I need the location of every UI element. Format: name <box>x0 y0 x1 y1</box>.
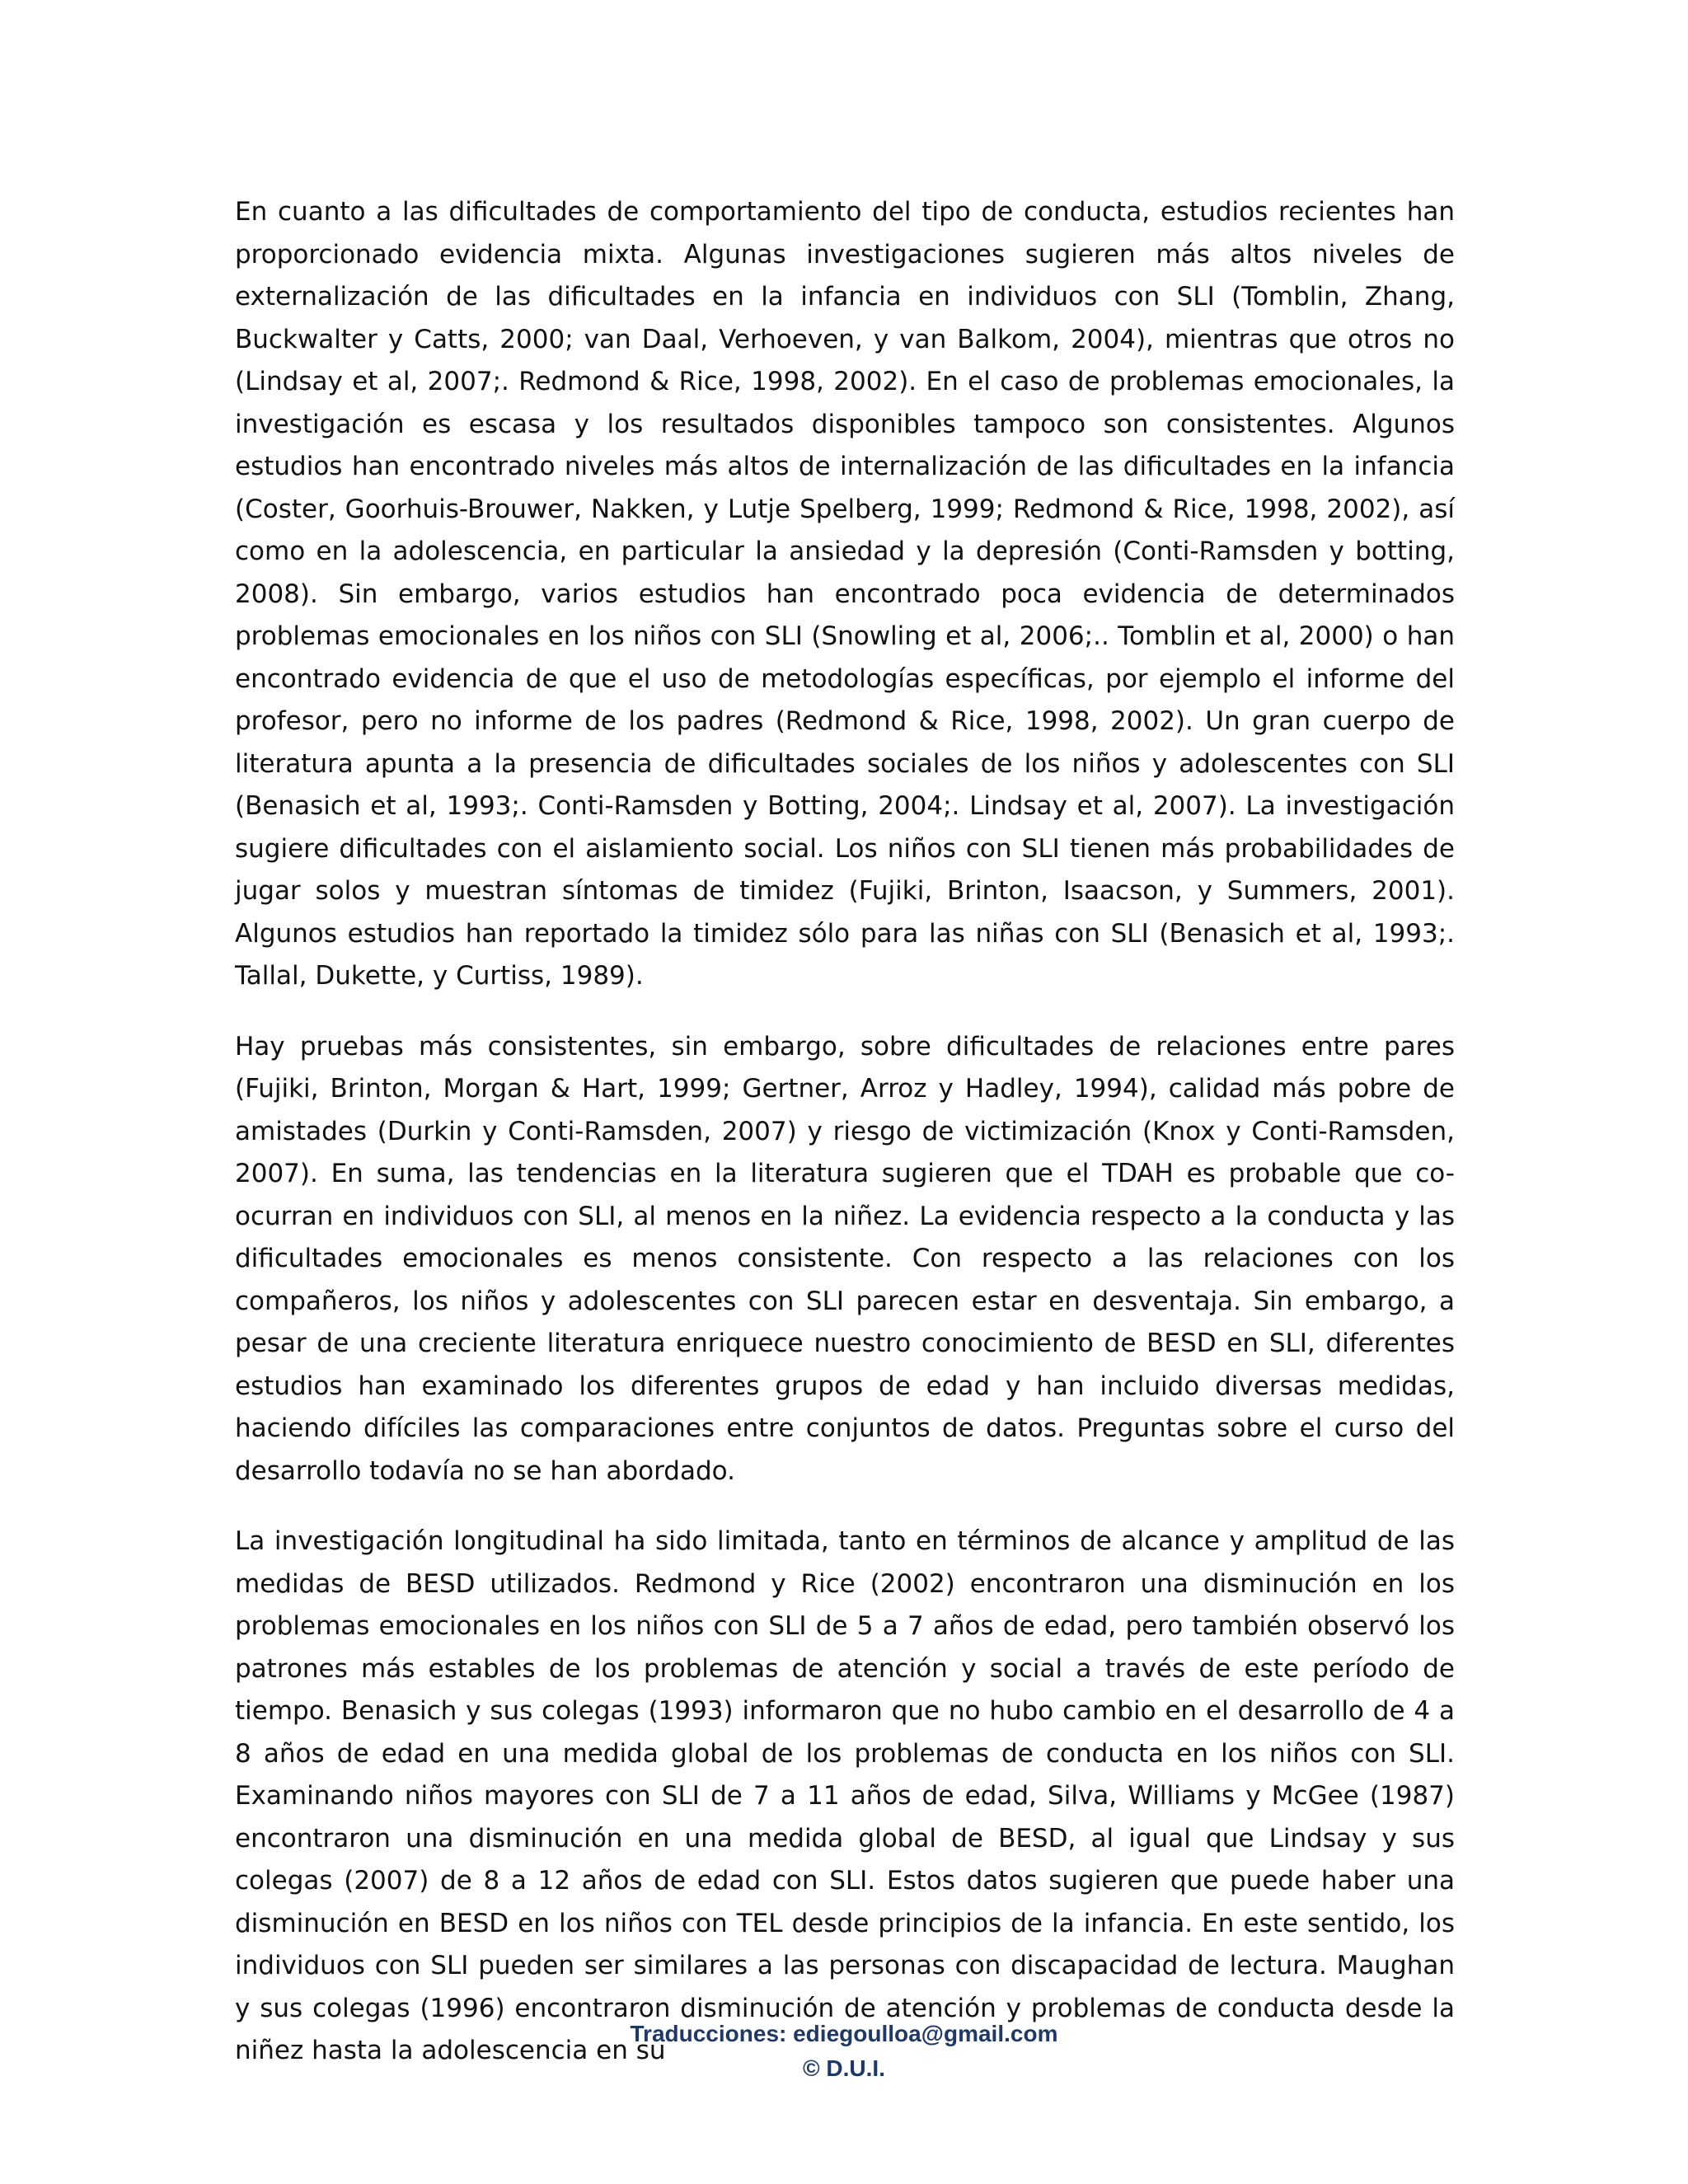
footer-copyright: © D.U.I. <box>803 2055 885 2081</box>
paragraph-1: En cuanto a las dificultades de comportamiento del tipo de conducta, estudios recientes han proporcionado evidencia mixta. Algunas investigaciones sugieren más altos niveles de externalización de las dificultades en la infancia en individuos con SLI (Tomblin, Zhang, Buckwalter y Catts, 2000; van Daal, Verhoeven, y van Balkom, 2004), mientras que otros no (Lindsay et al, 2007;. Redmond & Rice, 1998, 2002). En el caso de problemas emocionales, la investigación es escasa y los resultados disponibles tampoco son consistentes. Algunos estudios han encontrado niveles más altos de internalización de las dificultades en la infancia (Coster, Goorhuis-Brouwer, Nakken, y Lutje Spelberg, 1999; Redmond & Rice, 1998, 2002), así como en la adolescencia, en particular la ansiedad y la depresión (Conti-Ramsden y botting, 2008). Sin embargo, varios estudios han encontrado poca evidencia de determinados problemas emocionales en los niños con SLI (Snowling et al, 2006;.. Tomblin et al, 2000) o han encontrado evidencia de que el uso de metodologías específicas, por ejemplo el informe del profesor, pero no informe de los padres (Redmond & Rice, 1998, 2002). Un gran cuerpo de literatura apunta a la presencia de dificultades sociales de los niños y adolescentes con SLI (Benasich et al, 1993;. Conti-Ramsden y Botting, 2004;. Lindsay et al, 2007). La investigación sugiere dificultades con el aislamiento social. Los niños con SLI tienen más probabilidades de jugar solos y muestran síntomas de timidez (Fujiki, Brinton, Isaacson, y Summers, 2001). Algunos estudios han reportado la timidez sólo para las niñas con SLI (Benasich et al, 1993;. Tallal, Dukette, y Curtiss, 1989). <box>235 197 1455 991</box>
footer-contact: Traducciones: ediegoulloa@gmail.com <box>630 2021 1058 2046</box>
body-text <box>235 191 1455 2101</box>
paragraph-3: La investigación longitudinal ha sido limitada, tanto en términos de alcance y amplitud de las medidas de BESD utilizados. Redmond y Rice (2002) encontraron una disminución en los problemas emocionales en los niños con SLI de 5 a 7 años de edad, pero también observó los patrones más estables de los problemas de atención y social a través de este período de tiempo. Benasich y sus colegas (1993) informaron que no hubo cambio en el desarrollo de 4 a 8 años de edad en una medida global de los problemas de conducta en los niños con SLI. Examinando niños mayores con SLI de 7 a 11 años de edad, Silva, Williams y McGee (1987) encontraron una disminución en una medida global de BESD, al igual que Lindsay y sus colegas (2007) de 8 a 12 años de edad con SLI. Estos datos sugieren que puede haber una disminución en BESD en los niños con TEL desde principios de la infancia. En este sentido, los individuos con SLI pueden ser similares a las personas con discapacidad de lectura. Maughan y sus colegas (1996) encontraron disminución de atención y problemas de conducta desde la niñez hasta la adolescencia en su <box>235 1526 1455 2065</box>
paragraph-2: Hay pruebas más consistentes, sin embargo, sobre dificultades de relaciones entre pares (Fujiki, Brinton, Morgan & Hart, 1999; Gertner, Arroz y Hadley, 1994), calidad más pobre de amistades (Durkin y Conti-Ramsden, 2007) y riesgo de victimización (Knox y Conti-Ramsden, 2007). En suma, las tendencias en la literatura sugieren que el TDAH es probable que co-ocurran en individuos con SLI, al menos en la niñez. La evidencia respecto a la conducta y las dificultades emocionales es menos consistente. Con respecto a las relaciones con los compañeros, los niños y adolescentes con SLI parecen estar en desventaja. Sin embargo, a pesar de una creciente literatura enriquece nuestro conocimiento de BESD en SLI, diferentes estudios han examinado los diferentes grupos de edad y han incluido diversas medidas, haciendo difíciles las comparaciones entre conjuntos de datos. Preguntas sobre el curso del desarrollo todavía no se han abordado. <box>235 1031 1455 1486</box>
